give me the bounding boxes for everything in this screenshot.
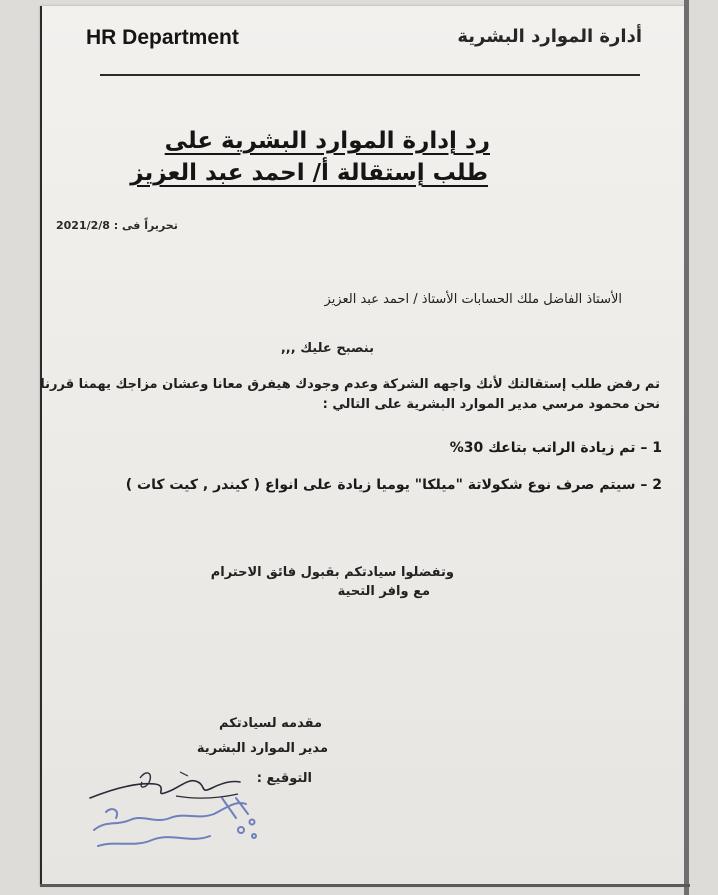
page-edge-shadow xyxy=(684,0,689,895)
body-paragraph-line-1: تم رفض طلب إستقالتك لأنك واجهه الشركة وعدم وجودك هيفرق معانا وعشان مزاجك يهمنا قررنا xyxy=(40,377,660,392)
list-item-2: 2 – سيتم صرف نوع شكولاتة "ميلكا" يوميا زيادة على انواع ( كيندر , كيت كات ) xyxy=(125,477,662,493)
submitted-by-line: مقدمه لسيادتكم xyxy=(219,716,322,731)
addressee-line: الأستاذ الفاضل ملك الحسابات الأستاذ / احمد عبد العزيز xyxy=(324,292,622,307)
greeting-line: بنصبح عليك ,,, xyxy=(280,341,374,356)
header-divider xyxy=(100,74,640,76)
list-item-1: 1 – تم زيادة الراتب بتاعك 30% xyxy=(449,440,662,456)
closing-line-1: وتفضلوا سيادتكم بقبول فائق الاحترام xyxy=(210,565,454,580)
document-title-line-1: رد إدارة الموارد البشرية على xyxy=(164,128,490,154)
closing-line-2: مع وافر التحية xyxy=(337,584,430,599)
header-english-title: HR Department xyxy=(86,26,239,49)
blue-stamp xyxy=(86,790,266,860)
body-paragraph-line-2: نحن محمود مرسي مدير الموارد البشرية على التالي : xyxy=(322,397,660,412)
document-title-line-2: طلب إستقالة أ/ احمد عبد العزيز xyxy=(130,160,488,186)
signature-label: التوقيع : xyxy=(256,771,312,786)
header-arabic-title: أدارة الموارد البشرية xyxy=(457,26,642,47)
page-bottom-edge xyxy=(40,884,690,887)
position-line: مدير الموارد البشرية xyxy=(196,741,328,756)
document-date: تحريراً فى : 2021/2/8 xyxy=(56,219,178,232)
